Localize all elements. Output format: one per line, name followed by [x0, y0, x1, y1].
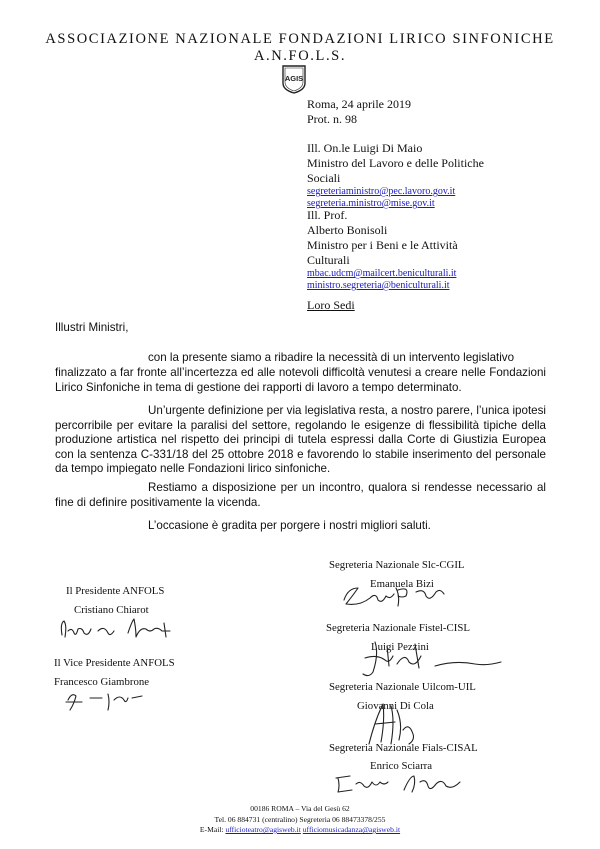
recipient-bonisoli	[307, 208, 458, 292]
recipient-line: Ill. On.le Luigi Di Maio	[307, 141, 423, 155]
paragraph-2: Un’urgente definizione per via legislativa resta, a nostro parere, l’unica ipotesi percorribile per evitare la paralisi del settore, regolando le esigenze di flessibilità tipiche della produzione artistica nel rispetto dei principi di tutela espressi dalla Corte di Giustizia Europea con la sentenza C-331/18 del 25 ottobre 2018 e favorendo lo stabile inserimento del personale da tempo impiegato nelle Fondazioni lirico sinfoniche.	[55, 404, 546, 476]
signature-title: Segreteria Nazionale Fistel-CISL	[326, 622, 470, 634]
signature-giambrone	[62, 688, 152, 716]
signature-sciarra	[330, 770, 480, 796]
recipient-line: Sociali	[307, 171, 341, 185]
recipient-email-link[interactable]: segreteria.ministro@mise.gov.it	[307, 198, 435, 209]
recipient-line: Ministro del Lavoro e delle Politiche	[307, 156, 484, 170]
place-date: Roma, 24 aprile 2019	[307, 97, 411, 111]
signature-title: Il Presidente ANFOLS	[66, 585, 165, 597]
signature-pezzini	[355, 638, 505, 682]
closing-greeting: L’occasione è gradita per porgere i nostri migliori saluti.	[148, 519, 431, 532]
signature-title: Segreteria Nazionale Slc-CGIL	[329, 559, 465, 571]
signature-name: Emanuela Bizi	[370, 578, 434, 590]
logo-text: AGIS	[284, 74, 304, 83]
paragraph-1-first-line: con la presente siamo a ribadire la necessità di un intervento legislativo	[148, 351, 515, 364]
signature-name: Enrico Sciarra	[370, 760, 433, 772]
paragraph-3: Restiamo a disposizione per un incontro, qualora si rendesse necessario al fine di definire positivamente la vicenda.	[55, 481, 546, 509]
signature-name: Luigi Pezzini	[371, 641, 429, 653]
org-acronym: A.N.FO.L.S.	[253, 48, 347, 64]
agis-logo	[281, 64, 307, 94]
signature-di-cola	[355, 700, 425, 748]
recipient-line: Ministro per i Beni e le Attività	[307, 238, 458, 252]
recipient-line: Alberto Bonisoli	[307, 223, 388, 237]
signature-bizi	[340, 582, 460, 612]
signature-chiarot	[58, 615, 186, 641]
salutation: Illustri Ministri,	[55, 321, 129, 334]
protocol-number: Prot. n. 98	[307, 112, 358, 126]
footer-email-label: E-Mail:	[199, 825, 224, 834]
footer-email-link-musicadanza[interactable]: ufficiomusicadanza@agisweb.it	[302, 825, 401, 834]
loro-sedi: Loro Sedi	[307, 298, 355, 312]
signature-name: Cristiano Chiarot	[74, 604, 149, 616]
footer-phones: Tel. 06 884731 (centralino) Segreteria 06 88473378/255	[214, 815, 386, 824]
recipient-email-link[interactable]: mbac.udcm@mailcert.beniculturali.it	[307, 268, 457, 279]
footer-address: 00186 ROMA – Via del Gesù 62	[250, 804, 350, 813]
signature-name: Francesco Giambrone	[54, 676, 150, 688]
footer-email-link-teatro[interactable]: ufficioteatro@agisweb.it	[225, 825, 301, 834]
recipient-email-link[interactable]: segreteriaministro@pec.lavoro.gov.it	[307, 186, 456, 197]
signature-name: Giovanni Di Cola	[357, 700, 434, 712]
signature-title: Il Vice Presidente ANFOLS	[54, 657, 175, 669]
org-name: ASSOCIAZIONE NAZIONALE FONDAZIONI LIRICO SINFONICHE	[45, 31, 555, 47]
recipient-di-maio	[307, 141, 484, 210]
signature-title: Segreteria Nazionale Fials-CISAL	[329, 742, 478, 754]
recipient-line: Ill. Prof.	[307, 208, 348, 222]
recipient-line: Culturali	[307, 253, 350, 267]
recipient-email-link[interactable]: ministro.segreteria@beniculturali.it	[307, 280, 450, 291]
signature-title: Segreteria Nazionale Uilcom-UIL	[329, 681, 476, 693]
paragraph-1: finalizzato a far fronte all’incertezza ed alle notevoli difficoltà venutesi a creare nelle Fondazioni Lirico Sinfoniche in tema di gestione dei rapporti di lavoro a tempo determinato.	[55, 366, 546, 394]
footer-email-line	[0, 825, 600, 836]
